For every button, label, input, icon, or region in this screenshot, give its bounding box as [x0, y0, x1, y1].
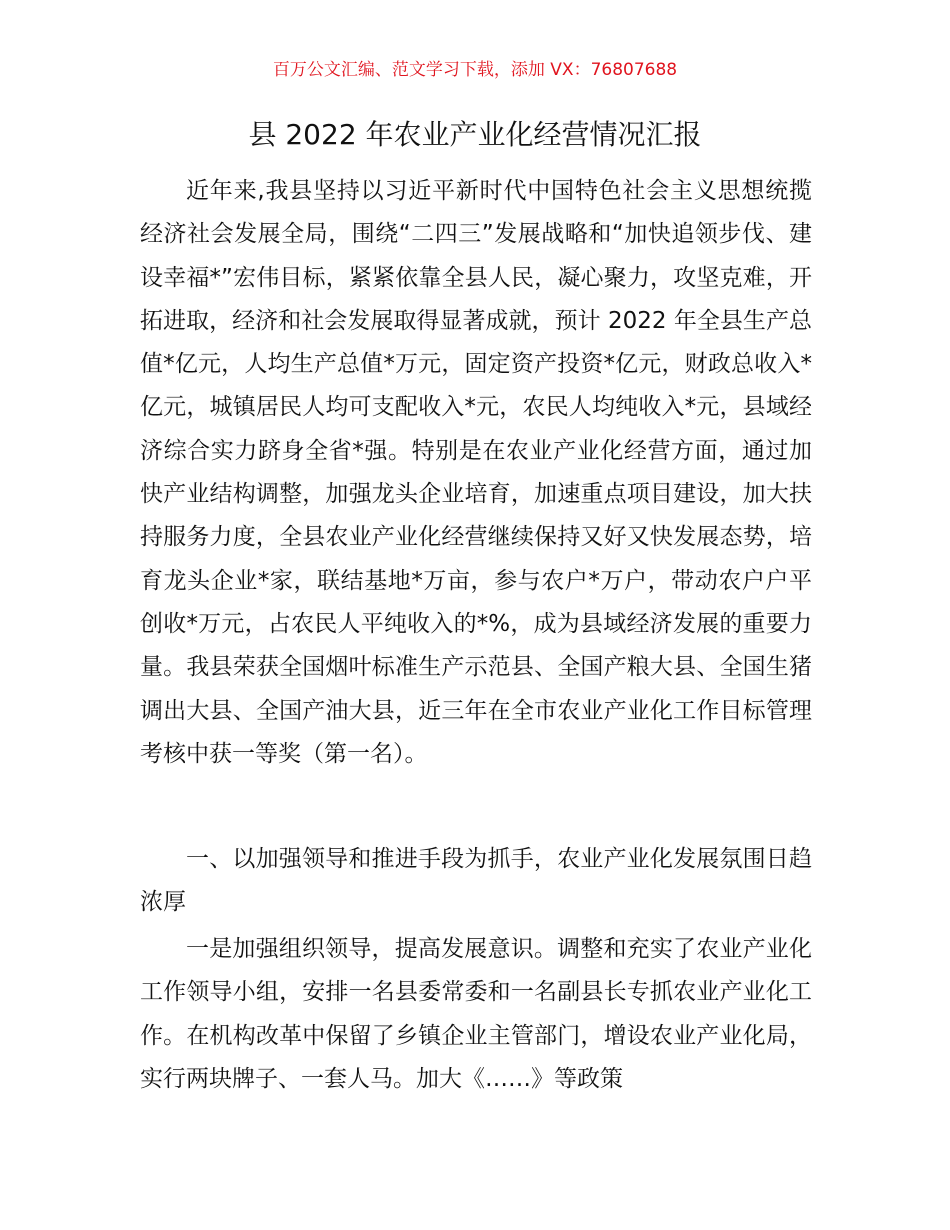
- section-one-heading-block: [140, 838, 812, 925]
- document-title: 县 2022 年农业产业化经营情况汇报: [248, 118, 702, 151]
- section-one-heading: 一、以加强领导和推进手段为抓手，农业产业化发展氛围日趋浓厚: [140, 846, 812, 916]
- intro-paragraph: 近年来,我县坚持以习近平新时代中国特色社会主义思想统揽经济社会发展全局，围绕“二四三”发展战略和“加快追领步伐、建设幸福*”宏伟目标，紧紧依靠全县人民，凝心聚力，攻坚克难，开拓进取，经济和社会发展取得显著成就，预计 2022 年全县生产总值*亿元，人均生产总值*万元，固定资产投资*亿元，财政总收入*亿元，城镇居民人均可支配收入*元，农民人均纯收入*元，县域经济综合实力跻身全省*强。特别是在农业产业化经营方面，通过加快产业结构调整，加强龙头企业培育，加速重点项目建设，加大扶持服务力度，全县农业产业化经营继续保持又好又快发展态势，培育龙头企业*家，联结基地*万亩，参与农户*万户，带动农户户平创收*万元，占农民人平纯收入的*%，成为县域经济发展的重要力量。我县荣获全国烟叶标准生产示范县、全国产粮大县、全国生猪调出大县、全国产油大县，近三年在全市农业产业化工作目标管理考核中获一等奖（第一名）。: [140, 178, 812, 767]
- section-one-paragraph-block: [140, 928, 812, 1101]
- header-banner: 百万公文汇编、范文学习下载，添加 VX：76807688: [272, 60, 678, 80]
- section-one-paragraph: 一是加强组织领导，提高发展意识。调整和充实了农业产业化工作领导小组，安排一名县委常委和一名副县长专抓农业产业化工作。在机构改革中保留了乡镇企业主管部门，增设农业产业化局，实行两块牌子、一套人马。加大《……》等政策: [140, 936, 812, 1092]
- intro-paragraph-block: [140, 170, 812, 776]
